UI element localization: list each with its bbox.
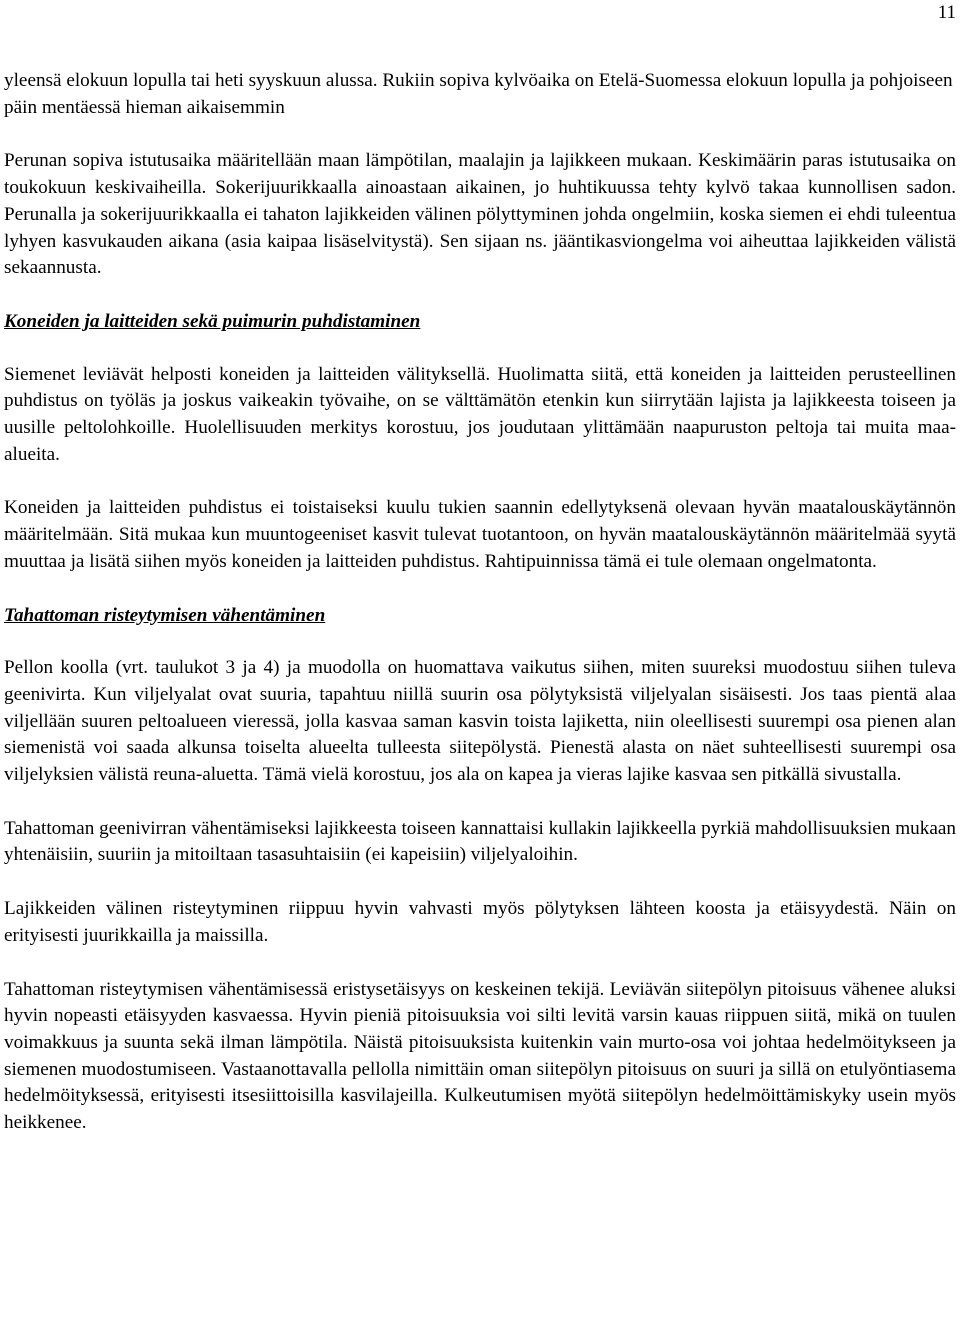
paragraph-isolation-distance: Tahattoman risteytymisen vähentämisessä eristysetäisyys on keskeinen tekijä. Leviävän siitepölyn pitoisuus vähenee aluksi hyvin nopeasti etäisyyden kasvaessa. Hyvin pieniä pitoisuuksia voi silti levitä varsin kauas riippuen siitä, mikä on tuulen voimakkuus ja suunta sekä ilman lämpötila. Näistä pitoisuuksista kuitenkin vain murto-osa voi johtaa hedelmöitykseen ja siemenen muodostumiseen. Vastaanottavalla pellolla nimittäin oman siitepölyn pitoisuus on suuri ja sillä on etulyöntiasema hedelmöityksessä, erityisesti itsesiittoisilla kasvilajeilla. Kulkeutumisen myötä siitepölyn hedelmöittämiskyky usein myös heikkenee. (4, 978, 956, 1134)
section-heading-machine-cleaning: Koneiden ja laitteiden sekä puimurin puhdistaminen (4, 310, 421, 332)
document-body (4, 68, 956, 1164)
section-heading-reducing-crossing: Tahattoman risteytymisen vähentäminen (4, 604, 326, 626)
paragraph-rye-sowing-time: yleensä elokuun lopulla tai heti syyskuun alussa. Rukiin sopiva kylvöaika on Etelä-Suomessa elokuun lopulla ja pohjoiseen päin mentäessä hieman aikaisemmin (4, 70, 953, 118)
paragraph-field-size-shape: Pellon koolla (vrt. taulukot 3 ja 4) ja muodolla on huomattava vaikutus siihen, miten suureksi muodostuu siihen tuleva geenivirta. Kun viljelyalat ovat suuria, tapahtuu niillä suurin osa pölytyksistä viljelyalan sisäisesti. Jos taas pientä alaa viljellään suuren peltoalueen vieressä, jolla kasvaa saman kasvin toista lajiketta, niin oleellisesti suurempi osa pienen alan siemenistä voi saada alkunsa toiselta alueelta tulleesta siitepölystä. Pienestä alasta on näet suhteellisesti suurempi osa viljelyksien välistä reuna-aluetta. Tämä vielä korostuu, jos ala on kapea ja vieras lajike kasvaa sen pitkällä sivustalla. (4, 657, 956, 786)
paragraph-seed-spread-machines: Siemenet leviävät helposti koneiden ja laitteiden välityksellä. Huolimatta siitä, että koneiden ja laitteiden perusteellinen puhdistus on työläs ja joskus vaikeakin työvaihe, on se välttämätön etenkin kun siirrytään lajista ja lajikkeesta toiseen ja uusille peltolohkoille. Huolellisuuden merkitys korostuu, jos joudutaan ylittämään naapuruston peltoja tai muita maa-alueita. (4, 363, 956, 465)
paragraph-potato-planting-time: Perunan sopiva istutusaika määritellään maan lämpötilan, maalajin ja lajikkeen mukaan. Keskimäärin paras istutusaika on toukokuun keskivaiheilla. Sokerijuurikkaalla ainoastaan aikainen, jo huhtikuussa tehty kylvö takaa kunnollisen sadon. Perunalla ja sokerijuurikkaalla ei tahaton lajikkeiden välinen pölyttyminen johda ongelmiin, koska siemen ei ehdi tuleentua lyhyen kasvukauden aikana (asia kaipaa lisäselvitystä). Sen sijaan ns. jääntikasviongelma voi aiheuttaa lajikkeiden välistä sekaannusta. (4, 150, 956, 279)
page-number: 11 (937, 2, 956, 23)
paragraph-gene-flow-reduction: Tahattoman geenivirran vähentämiseksi lajikkeesta toiseen kannattaisi kullakin lajikkeella pyrkiä mahdollisuuksien mukaan yhtenäisiin, suuriin ja mitoiltaan tasasuhtaisiin (ei kapeisiin) viljelyaloihin. (4, 817, 956, 866)
paragraph-good-agricultural-practice: Koneiden ja laitteiden puhdistus ei toistaiseksi kuulu tukien saannin edellytyksenä olevaan hyvän maatalouskäytännön määritelmään. Sitä mukaa kun muuntogeeniset kasvit tulevat tuotantoon, on hyvän maatalouskäytännön määritelmää syytä muuttaa ja lisätä siihen myös koneiden ja laitteiden puhdistus. Rahtipuinnissa tämä ei tule olemaan ongelmatonta. (4, 497, 956, 572)
paragraph-pollination-source: Lajikkeiden välinen risteytyminen riippuu hyvin vahvasti myös pölytyksen lähteen koosta ja etäisyydestä. Näin on erityisesti juurikkailla ja maissilla. (4, 898, 956, 946)
